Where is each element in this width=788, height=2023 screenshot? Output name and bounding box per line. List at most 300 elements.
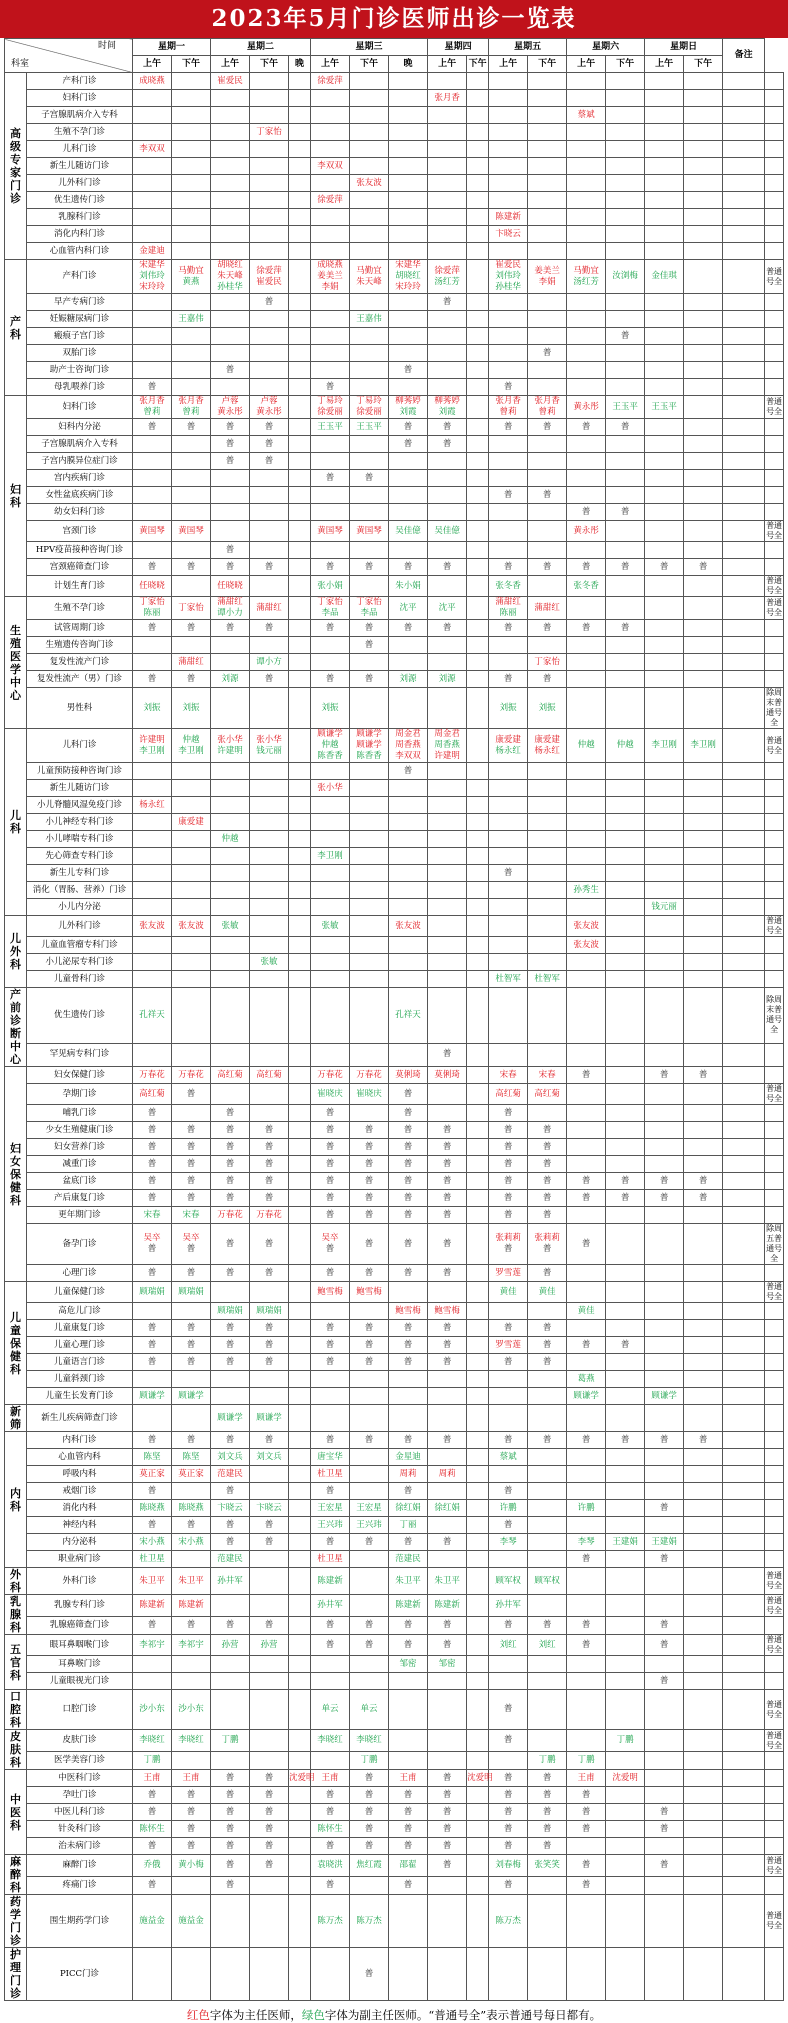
schedule-cell — [172, 780, 211, 797]
schedule-cell — [606, 1466, 645, 1483]
schedule-cell — [723, 1320, 765, 1337]
schedule-cell — [172, 916, 211, 937]
note-cell — [765, 1207, 784, 1224]
schedule-cell — [428, 1656, 467, 1673]
schedule-cell — [567, 345, 606, 362]
schedule-cell — [389, 243, 428, 260]
schedule-cell — [567, 1804, 606, 1821]
schedule-cell — [528, 780, 567, 797]
schedule-cell — [133, 1354, 172, 1371]
doctor-entry: 周金君 — [434, 729, 460, 739]
schedule-cell — [489, 1043, 528, 1066]
schedule-cell — [133, 1821, 172, 1838]
schedule-cell — [428, 107, 467, 124]
schedule-cell — [567, 1371, 606, 1388]
schedule-cell — [489, 453, 528, 470]
table-row — [5, 1855, 784, 1877]
schedule-cell — [567, 226, 606, 243]
doctor-entry: 普 — [403, 1124, 413, 1135]
department-cell: 皮肤科 — [5, 1730, 27, 1770]
schedule-cell — [723, 1821, 765, 1838]
schedule-cell — [211, 107, 250, 124]
schedule-cell — [350, 763, 389, 780]
schedule-cell — [723, 436, 765, 453]
schedule-cell — [428, 671, 467, 688]
schedule-cell — [350, 521, 389, 542]
schedule-cell — [489, 1320, 528, 1337]
schedule-cell — [645, 345, 684, 362]
schedule-cell — [723, 620, 765, 637]
schedule-cell — [311, 1067, 350, 1084]
doctor-entry: 普 — [264, 1789, 274, 1800]
table-row — [5, 729, 784, 763]
schedule-cell — [211, 542, 250, 559]
schedule-cell — [606, 620, 645, 637]
doctor-entry: 高红菊 — [534, 1088, 560, 1099]
clinic-name-cell: 新生儿随访门诊 — [27, 780, 133, 797]
schedule-cell — [133, 1282, 172, 1303]
schedule-cell — [311, 1139, 350, 1156]
schedule-cell — [723, 916, 765, 937]
schedule-cell — [389, 311, 428, 328]
doctor-entry: 普 — [147, 1107, 157, 1118]
schedule-cell — [172, 1139, 211, 1156]
schedule-cell — [467, 1320, 489, 1337]
schedule-cell — [528, 1282, 567, 1303]
schedule-cell — [606, 243, 645, 260]
schedule-cell — [172, 654, 211, 671]
schedule-cell — [467, 1173, 489, 1190]
doctor-entry: 普 — [503, 421, 513, 432]
doctor-entry: 普 — [442, 421, 452, 432]
doctor-entry: 普 — [364, 622, 374, 633]
doctor-entry: 孙井军 — [217, 1575, 243, 1586]
schedule-cell — [389, 1595, 428, 1617]
schedule-cell — [172, 396, 211, 419]
doctor-entry: 普 — [264, 1238, 274, 1249]
doctor-entry: 普 — [225, 438, 235, 449]
schedule-cell — [467, 1207, 489, 1224]
schedule-cell — [311, 1483, 350, 1500]
table-row — [5, 158, 784, 175]
table-row — [5, 542, 784, 559]
schedule-cell — [606, 865, 645, 882]
schedule-cell — [211, 1656, 250, 1673]
clinic-name-cell: 呼吸内科 — [27, 1466, 133, 1483]
schedule-cell — [311, 294, 350, 311]
clinic-name-cell: 盆底门诊 — [27, 1173, 133, 1190]
schedule-cell — [289, 470, 311, 487]
clinic-name-cell: 瘢痕子宫门诊 — [27, 328, 133, 345]
doctor-entry: 普 — [542, 622, 552, 633]
schedule-cell — [645, 1449, 684, 1466]
schedule-cell — [528, 831, 567, 848]
doctor-entry: 朱小娟 — [395, 580, 421, 591]
schedule-cell — [350, 192, 389, 209]
schedule-cell — [723, 1449, 765, 1466]
schedule-cell — [250, 1122, 289, 1139]
schedule-cell — [133, 1265, 172, 1282]
doctor-entry: 顾谦学 — [178, 1390, 204, 1401]
schedule-cell — [389, 576, 428, 597]
doctor-entry: 普 — [264, 1860, 274, 1871]
doctor-entry: 普 — [325, 1536, 335, 1547]
clinic-name-cell: 心理门诊 — [27, 1265, 133, 1282]
schedule-cell — [684, 1690, 723, 1730]
schedule-cell — [723, 453, 765, 470]
schedule-cell — [489, 1483, 528, 1500]
clinic-name-cell: 消化内科 — [27, 1500, 133, 1517]
clinic-name-cell: 计划生育门诊 — [27, 576, 133, 597]
doctor-entry: 普 — [264, 622, 274, 633]
schedule-cell — [467, 1690, 489, 1730]
doctor-entry: 普 — [225, 1124, 235, 1135]
note-cell: 普通号全 — [765, 1895, 784, 1948]
schedule-cell — [289, 814, 311, 831]
doctor-entry: 普 — [442, 1238, 452, 1249]
doctor-entry: 普 — [403, 1620, 413, 1631]
schedule-cell — [428, 1948, 467, 2001]
schedule-cell — [684, 899, 723, 916]
schedule-cell — [606, 379, 645, 396]
schedule-cell — [467, 453, 489, 470]
schedule-cell — [289, 1895, 311, 1948]
schedule-cell — [311, 1265, 350, 1282]
schedule-cell — [389, 1388, 428, 1405]
doctor-entry: 普 — [225, 1806, 235, 1817]
doctor-entry: 普 — [503, 1107, 513, 1118]
doctor-entry: 普 — [147, 1267, 157, 1278]
schedule-cell — [311, 597, 350, 620]
doctor-entry: 蒲甜红 — [534, 602, 560, 613]
schedule-cell — [567, 1770, 606, 1787]
schedule-cell — [311, 453, 350, 470]
schedule-cell — [350, 396, 389, 419]
schedule-cell — [645, 688, 684, 729]
doctor-entry: 徐爱萍 — [434, 265, 460, 276]
schedule-cell — [311, 487, 350, 504]
schedule-cell — [172, 175, 211, 192]
doctor-entry: 张月香 — [178, 396, 204, 406]
schedule-cell — [645, 1877, 684, 1895]
schedule-cell — [250, 1173, 289, 1190]
schedule-cell — [606, 814, 645, 831]
schedule-cell — [389, 1534, 428, 1551]
schedule-cell — [528, 362, 567, 379]
doctor-entry: 普 — [581, 1860, 591, 1871]
table-row — [5, 1139, 784, 1156]
doctor-entry: 普 — [503, 1244, 513, 1254]
doctor-entry: 邹密 — [399, 1658, 417, 1669]
doctor-entry: 陈建新 — [178, 1600, 204, 1611]
doctor-entry: 普 — [620, 1175, 630, 1186]
schedule-cell — [723, 1690, 765, 1730]
schedule-cell — [684, 597, 723, 620]
department-cell: 内科 — [5, 1432, 27, 1568]
schedule-cell — [211, 1787, 250, 1804]
schedule-cell — [389, 797, 428, 814]
schedule-cell — [250, 1337, 289, 1354]
schedule-cell — [250, 542, 289, 559]
schedule-cell — [606, 453, 645, 470]
clinic-name-cell: 产科门诊 — [27, 73, 133, 90]
schedule-cell — [606, 637, 645, 654]
schedule-cell — [723, 1483, 765, 1500]
note-cell: 普通号全 — [765, 396, 784, 419]
schedule-cell — [467, 379, 489, 396]
schedule-cell — [567, 379, 606, 396]
table-row — [5, 1265, 784, 1282]
schedule-cell — [289, 1568, 311, 1595]
doctor-entry: 普 — [503, 622, 513, 633]
clinic-name-cell: 疼痛门诊 — [27, 1877, 133, 1895]
doctor-entry: 陈万杰 — [495, 1915, 521, 1926]
schedule-cell — [211, 1838, 250, 1855]
schedule-cell — [467, 729, 489, 763]
schedule-cell — [172, 899, 211, 916]
schedule-cell — [311, 192, 350, 209]
schedule-cell — [311, 814, 350, 831]
schedule-cell — [645, 1224, 684, 1265]
clinic-name-cell: 先心筛查专科门诊 — [27, 848, 133, 865]
schedule-cell — [567, 1617, 606, 1635]
schedule-cell — [606, 504, 645, 521]
schedule-cell — [250, 1432, 289, 1449]
doctor-entry: 柳莠婷 — [434, 396, 460, 406]
note-cell: 普通号全 — [765, 1855, 784, 1877]
doctor-entry: 普 — [659, 1620, 669, 1631]
time-header: 时间 — [97, 41, 116, 51]
schedule-cell — [567, 504, 606, 521]
schedule-cell — [428, 814, 467, 831]
clinic-name-cell: 心血管内科门诊 — [27, 243, 133, 260]
table-row — [5, 1673, 784, 1690]
schedule-cell — [311, 124, 350, 141]
schedule-cell — [567, 294, 606, 311]
schedule-cell — [133, 362, 172, 379]
schedule-cell — [211, 1105, 250, 1122]
schedule-cell — [567, 542, 606, 559]
doctor-entry: 顾谦学 — [139, 1390, 165, 1401]
schedule-cell — [350, 436, 389, 453]
doctor-entry: 普 — [442, 1434, 452, 1445]
schedule-cell — [489, 521, 528, 542]
schedule-cell — [467, 470, 489, 487]
doctor-entry: 普 — [620, 1434, 630, 1445]
table-row — [5, 1122, 784, 1139]
schedule-cell — [289, 1730, 311, 1752]
doctor-entry: 普 — [147, 1519, 157, 1530]
doctor-entry: 普 — [503, 1823, 513, 1834]
schedule-cell — [389, 1948, 428, 2001]
schedule-cell — [528, 73, 567, 90]
doctor-entry: 普 — [364, 1823, 374, 1834]
schedule-cell — [211, 780, 250, 797]
schedule-cell — [528, 453, 567, 470]
doctor-entry: 普 — [659, 1823, 669, 1834]
doctor-entry: 普 — [403, 1485, 413, 1496]
doctor-entry: 金建迪 — [139, 245, 165, 256]
schedule-cell — [567, 559, 606, 576]
schedule-cell — [467, 124, 489, 141]
schedule-cell — [211, 688, 250, 729]
doctor-entry: 普 — [225, 1322, 235, 1333]
schedule-cell — [289, 1084, 311, 1105]
schedule-cell — [172, 1568, 211, 1595]
schedule-cell — [684, 763, 723, 780]
schedule-cell — [528, 1371, 567, 1388]
table-row — [5, 1595, 784, 1617]
schedule-cell — [350, 1821, 389, 1838]
note-cell — [765, 954, 784, 971]
clinic-name-cell: 围生期药学门诊 — [27, 1895, 133, 1948]
schedule-cell — [567, 729, 606, 763]
schedule-cell — [684, 345, 723, 362]
table-row — [5, 107, 784, 124]
schedule-cell — [389, 688, 428, 729]
schedule-cell — [289, 971, 311, 988]
schedule-cell — [684, 328, 723, 345]
doctor-entry: 孔祥天 — [139, 1009, 165, 1020]
schedule-cell — [467, 1139, 489, 1156]
doctor-entry: 莫正家 — [139, 1468, 165, 1479]
schedule-cell — [389, 1067, 428, 1084]
schedule-cell — [172, 1105, 211, 1122]
doctor-entry: 普 — [186, 1356, 196, 1367]
schedule-cell — [567, 1787, 606, 1804]
schedule-cell — [172, 1449, 211, 1466]
doctor-entry: 沈平 — [438, 602, 456, 613]
schedule-cell — [528, 1156, 567, 1173]
doctor-entry: 陈建新 — [434, 1600, 460, 1611]
note-cell — [765, 345, 784, 362]
schedule-cell — [428, 470, 467, 487]
schedule-cell — [567, 1156, 606, 1173]
schedule-cell — [467, 1466, 489, 1483]
schedule-cell — [428, 1855, 467, 1877]
doctor-entry: 陈怀生 — [139, 1823, 165, 1834]
doctor-entry: 孙桂华 — [495, 282, 521, 292]
table-row — [5, 1770, 784, 1787]
doctor-entry: 普 — [325, 1485, 335, 1496]
schedule-cell — [311, 954, 350, 971]
schedule-cell — [684, 797, 723, 814]
schedule-cell — [684, 654, 723, 671]
schedule-cell — [528, 1466, 567, 1483]
doctor-entry: 普 — [225, 455, 235, 466]
schedule-cell — [723, 260, 765, 294]
doctor-entry: 普 — [403, 1789, 413, 1800]
schedule-cell — [350, 780, 389, 797]
day-header: 星期六 — [567, 39, 645, 56]
schedule-cell — [211, 1156, 250, 1173]
doctor-entry: 陈建新 — [139, 1600, 165, 1611]
schedule-cell — [645, 1838, 684, 1855]
doctor-entry: 刘源 — [399, 673, 417, 684]
schedule-cell — [172, 729, 211, 763]
doctor-entry: 施益金 — [139, 1915, 165, 1926]
clinic-name-cell: 男性科 — [27, 688, 133, 729]
schedule-cell — [311, 328, 350, 345]
schedule-cell — [645, 1337, 684, 1354]
doctor-entry: 普 — [186, 1175, 196, 1186]
clinic-name-cell: 产后康复门诊 — [27, 1190, 133, 1207]
schedule-cell — [211, 470, 250, 487]
schedule-cell — [133, 1617, 172, 1635]
schedule-cell — [350, 1752, 389, 1770]
doctor-entry: 张友波 — [178, 920, 204, 931]
table-row — [5, 1752, 784, 1770]
schedule-cell — [567, 175, 606, 192]
schedule-cell — [172, 1855, 211, 1877]
schedule-cell — [723, 1084, 765, 1105]
schedule-cell — [250, 1500, 289, 1517]
schedule-cell — [350, 988, 389, 1044]
schedule-cell — [489, 954, 528, 971]
note-cell — [765, 899, 784, 916]
schedule-cell — [428, 90, 467, 107]
doctor-entry: 张月香 — [534, 396, 560, 406]
doctor-entry: 普 — [325, 622, 335, 633]
schedule-cell — [489, 1534, 528, 1551]
schedule-cell — [172, 1173, 211, 1190]
clinic-name-cell: 外科门诊 — [27, 1568, 133, 1595]
schedule-cell — [250, 937, 289, 954]
doctor-entry: 普 — [186, 1267, 196, 1278]
doctor-entry: 普 — [364, 673, 374, 684]
schedule-cell — [723, 1673, 765, 1690]
doctor-entry: 宋小燕 — [178, 1536, 204, 1547]
doctor-entry: 王甫 — [321, 1772, 339, 1783]
schedule-cell — [133, 576, 172, 597]
doctor-entry: 普 — [442, 1339, 452, 1350]
clinic-name-cell: 儿童保健门诊 — [27, 1282, 133, 1303]
schedule-cell — [723, 1067, 765, 1084]
schedule-cell — [133, 504, 172, 521]
doctor-entry: 普 — [264, 296, 274, 307]
schedule-cell — [489, 362, 528, 379]
schedule-cell — [211, 1190, 250, 1207]
schedule-cell — [489, 797, 528, 814]
schedule-cell — [645, 1173, 684, 1190]
doctor-entry: 王兴玮 — [356, 1519, 382, 1530]
schedule-cell — [428, 504, 467, 521]
doctor-entry: 刘文兵 — [217, 1451, 243, 1462]
schedule-cell — [211, 1265, 250, 1282]
schedule-cell — [250, 1282, 289, 1303]
department-cell: 药学门诊 — [5, 1895, 27, 1948]
doctor-entry: 普 — [442, 1124, 452, 1135]
doctor-entry: 莫正家 — [178, 1468, 204, 1479]
table-row — [5, 294, 784, 311]
clinic-name-cell: 新生儿随访门诊 — [27, 158, 133, 175]
clinic-name-cell: 儿童骨科门诊 — [27, 971, 133, 988]
doctor-entry: 金佳琪 — [651, 271, 677, 281]
doctor-entry: 蔡斌 — [577, 109, 595, 120]
schedule-cell — [606, 73, 645, 90]
schedule-cell — [311, 654, 350, 671]
schedule-cell — [250, 597, 289, 620]
doctor-entry: 普 — [225, 1772, 235, 1783]
doctor-entry: 徐红娟 — [395, 1502, 421, 1513]
doctor-entry: 普 — [503, 1209, 513, 1220]
schedule-cell — [645, 1595, 684, 1617]
schedule-cell — [250, 637, 289, 654]
schedule-cell — [428, 971, 467, 988]
schedule-cell — [389, 175, 428, 192]
note-cell — [765, 620, 784, 637]
schedule-cell — [389, 1122, 428, 1139]
